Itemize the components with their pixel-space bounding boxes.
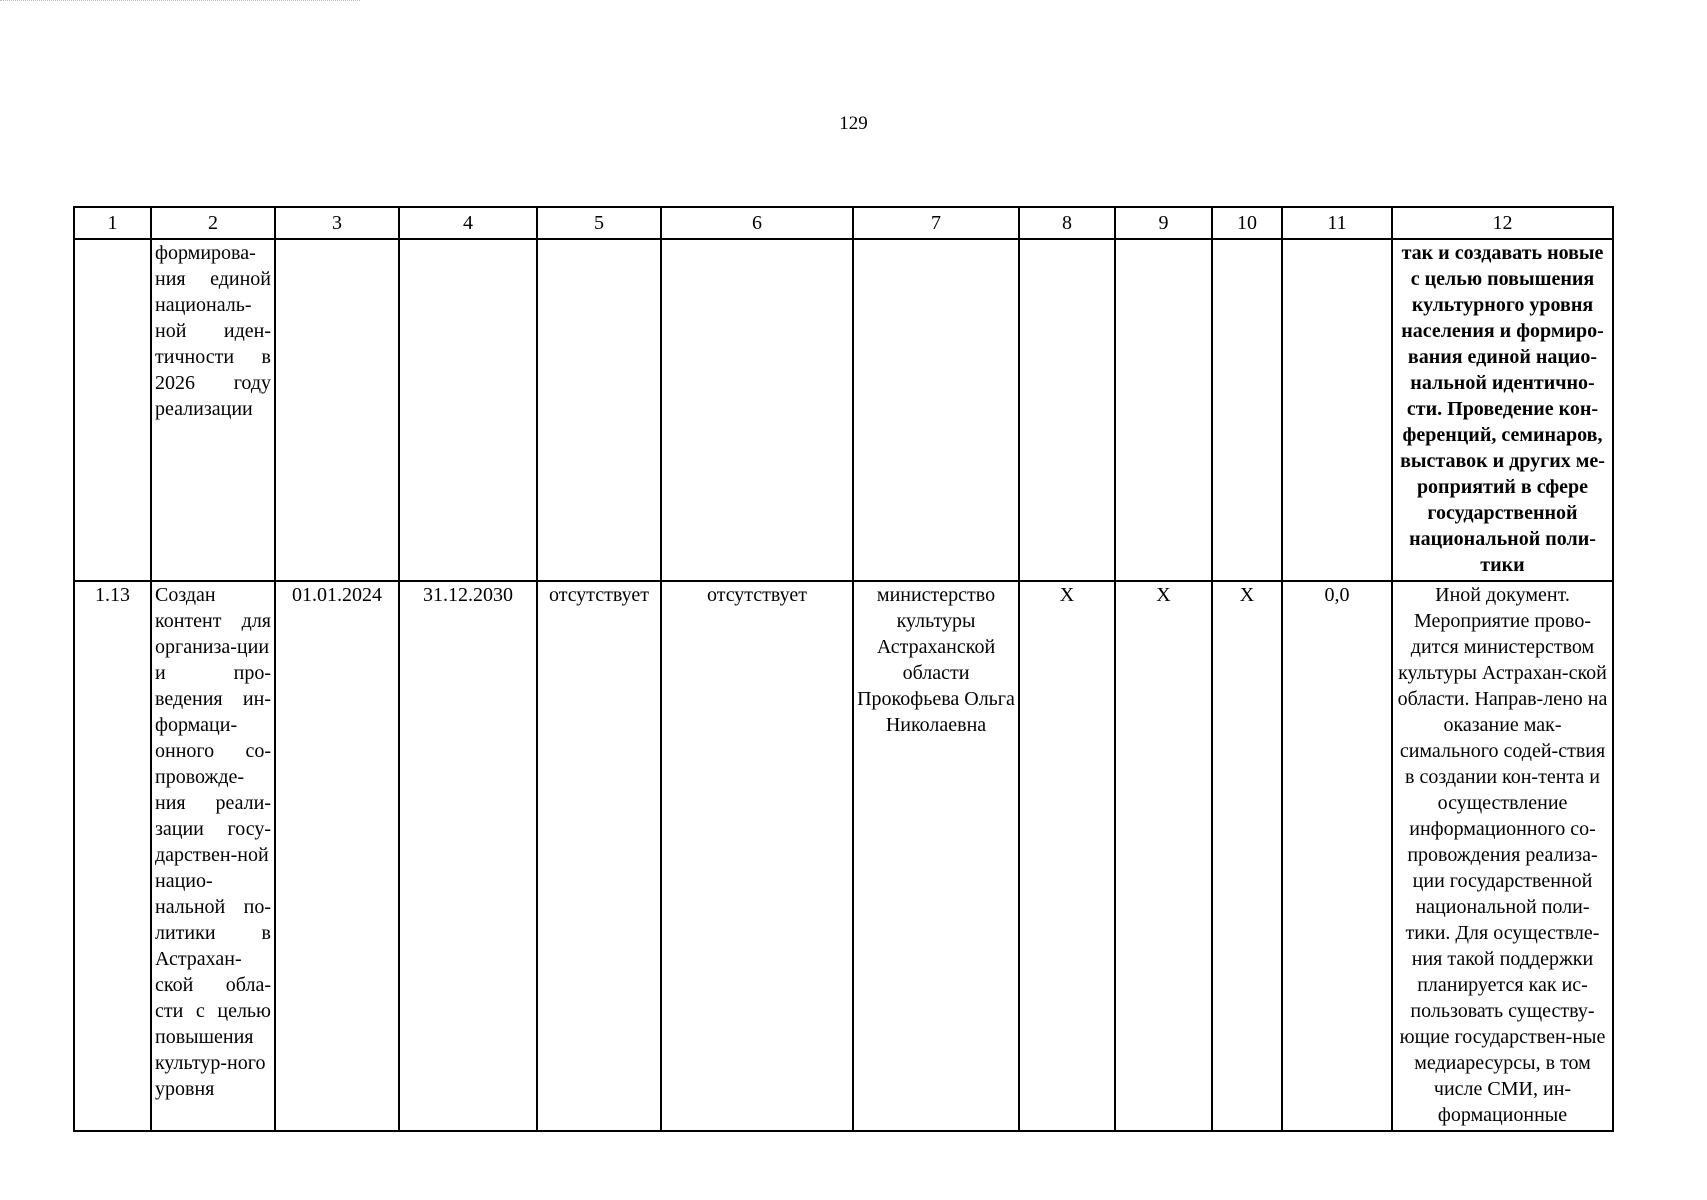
header-col-12: 12: [1392, 207, 1613, 239]
cell-responsible: министерство культуры Астраханской области Прокофьева Ольга Николаевна: [853, 581, 1019, 1131]
header-col-11: 11: [1282, 207, 1392, 239]
header-col-7: 7: [853, 207, 1019, 239]
cell-col6: отсутствует: [661, 581, 853, 1131]
cell-end-date: 31.12.2030: [399, 581, 537, 1131]
table-header-row: [74, 207, 1613, 239]
page-number: 129: [839, 113, 868, 134]
header-col-10: 10: [1212, 207, 1282, 239]
cell-col10: [1212, 239, 1282, 581]
cell-start-date: [275, 239, 399, 581]
cell-col6: [661, 239, 853, 581]
cell-description: Иной документ. Мероприятие прово-дится министерством культуры Астрахан-ской области. Направ-лено на оказание мак-симального содей-ствия в создании кон-тента и осуществление информационного со-провождения реализа-ции государственной национальной поли-тики. Для осуществле-ния такой поддержки планируется как ис-пользовать существу-ющие государствен-ные медиаресурсы, в том числе СМИ, ин-формационные: [1392, 581, 1613, 1131]
cell-col5: [537, 239, 661, 581]
cell-responsible: [853, 239, 1019, 581]
cell-description: так и создавать новые с целью повышения культурного уровня населения и формиро-вания единой нацио-нальной идентичнo-сти. Проведение кон-ференций, семинаров, выставок и других ме-роприятий в сфере государственной национальной поли-тики: [1392, 239, 1613, 581]
header-col-9: 9: [1115, 207, 1212, 239]
table-row-continued: [74, 239, 1613, 581]
cell-col8: [1019, 239, 1115, 581]
cell-col5: отсутствует: [537, 581, 661, 1131]
table-row-1-13: [74, 581, 1613, 1131]
cell-end-date: [399, 239, 537, 581]
cell-col9: [1115, 239, 1212, 581]
cell-col8: X: [1019, 581, 1115, 1131]
cell-col10: X: [1212, 581, 1282, 1131]
header-col-6: 6: [661, 207, 853, 239]
cell-col11: [1282, 239, 1392, 581]
header-col-8: 8: [1019, 207, 1115, 239]
document-table: [73, 206, 1614, 1132]
cell-col9: X: [1115, 581, 1212, 1131]
scan-artifact: [0, 0, 360, 4]
header-col-1: 1: [74, 207, 151, 239]
cell-result-name: Создан контент для организа-ции и про-ведения ин-формаци-онного со-провожде-ния реали-зации госу-дарствен-ной нацио-нальной по-литики в Астрахан-ской обла-сти с целью повышения культур-ного уровня: [151, 581, 275, 1131]
cell-col11: 0,0: [1282, 581, 1392, 1131]
cell-number: [74, 239, 151, 581]
header-col-3: 3: [275, 207, 399, 239]
header-col-5: 5: [537, 207, 661, 239]
header-col-2: 2: [151, 207, 275, 239]
cell-number: 1.13: [74, 581, 151, 1131]
cell-result-name: формирова-ния единой националь-ной иден-тичности в 2026 году реализации: [151, 239, 275, 581]
header-col-4: 4: [399, 207, 537, 239]
cell-start-date: 01.01.2024: [275, 581, 399, 1131]
